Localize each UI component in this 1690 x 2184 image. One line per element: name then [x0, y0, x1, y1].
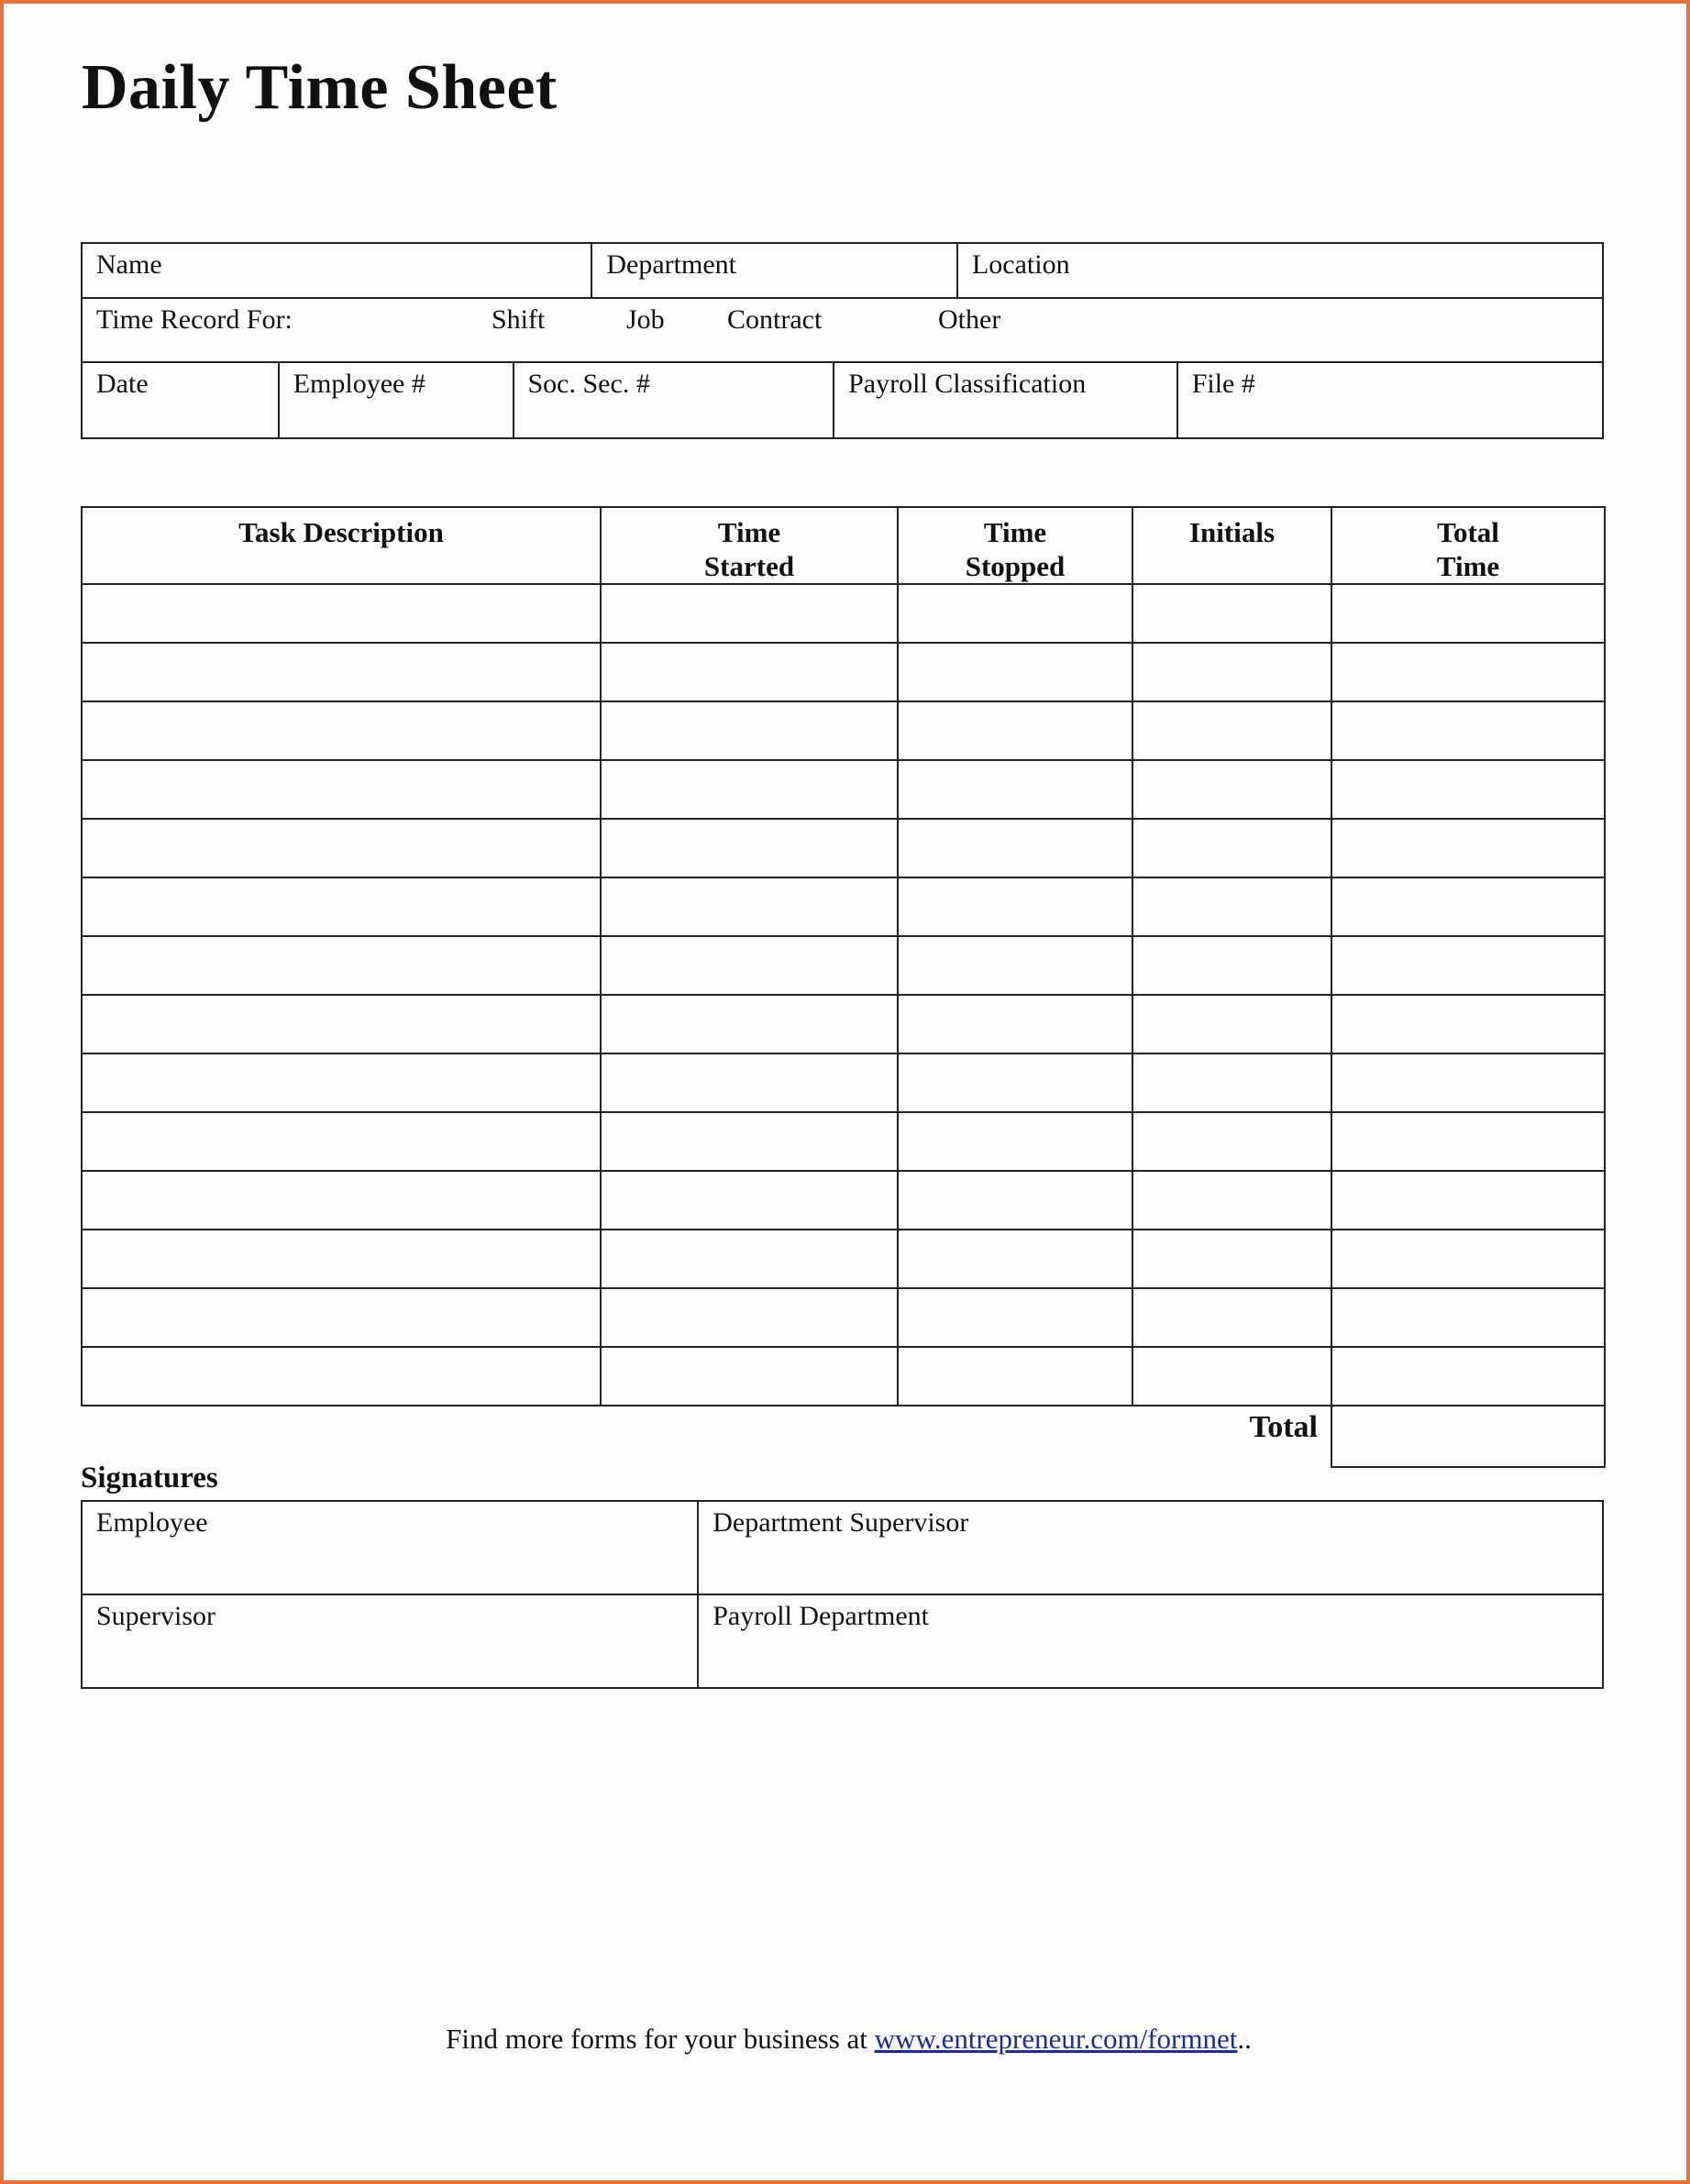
payroll-classification-field[interactable] [834, 362, 1177, 438]
task-description-cell[interactable] [82, 643, 601, 701]
initials-cell[interactable] [1132, 1347, 1331, 1406]
total-time-field[interactable] [1331, 1406, 1605, 1467]
footer-text: Find more forms for your business at [446, 2023, 875, 2055]
time-stopped-cell[interactable] [898, 877, 1132, 936]
initials-cell[interactable] [1132, 701, 1331, 760]
task-description-cell[interactable] [82, 1053, 601, 1112]
table-row [82, 877, 1605, 936]
soc-sec-label: Soc. Sec. # [527, 369, 650, 399]
table-row [82, 584, 1605, 643]
signatures-table [81, 1500, 1604, 1689]
footer-link[interactable]: www.entrepreneur.com/formnet [874, 2023, 1238, 2055]
initials-cell[interactable] [1132, 995, 1331, 1053]
location-field[interactable] [957, 243, 1603, 298]
total-time-cell[interactable] [1331, 1112, 1605, 1171]
table-row [82, 1171, 1605, 1230]
time-started-cell[interactable] [601, 1288, 898, 1347]
initials-cell[interactable] [1132, 584, 1331, 643]
supervisor-label: Supervisor [96, 1601, 215, 1631]
time-stopped-cell[interactable] [898, 936, 1132, 995]
time-stopped-cell[interactable] [898, 643, 1132, 701]
time-started-cell[interactable] [601, 1171, 898, 1230]
task-description-cell[interactable] [82, 760, 601, 819]
employee-signature-field[interactable] [82, 1501, 698, 1594]
total-time-cell[interactable] [1331, 701, 1605, 760]
file-number-label: File # [1191, 369, 1255, 399]
header-total-time-line1: Total [1437, 516, 1499, 548]
time-record-for-label: Time Record For: [96, 304, 293, 335]
time-stopped-cell[interactable] [898, 995, 1132, 1053]
table-row [82, 760, 1605, 819]
time-stopped-cell[interactable] [898, 584, 1132, 643]
department-supervisor-label: Department Supervisor [712, 1507, 969, 1538]
table-row [82, 1347, 1605, 1406]
task-description-cell[interactable] [82, 819, 601, 877]
employee-info-table [81, 242, 1604, 439]
total-time-cell[interactable] [1331, 1053, 1605, 1112]
time-started-cell[interactable] [601, 1053, 898, 1112]
soc-sec-field[interactable] [514, 362, 834, 438]
initials-cell[interactable] [1132, 1053, 1331, 1112]
job-option[interactable]: Job [626, 304, 665, 335]
page-title: Daily Time Sheet [82, 52, 558, 123]
name-label: Name [96, 249, 162, 280]
time-stopped-cell[interactable] [898, 1171, 1132, 1230]
time-started-cell[interactable] [601, 584, 898, 643]
tasks-table [81, 506, 1606, 1468]
initials-cell[interactable] [1132, 1230, 1331, 1288]
table-row [82, 995, 1605, 1053]
task-description-cell[interactable] [82, 584, 601, 643]
employee-number-label: Employee # [293, 369, 425, 399]
initials-cell[interactable] [1132, 760, 1331, 819]
table-row [82, 1230, 1605, 1288]
table-row [82, 643, 1605, 701]
time-stopped-cell[interactable] [898, 1347, 1132, 1406]
table-row [82, 1288, 1605, 1347]
header-time-stopped [898, 507, 1132, 584]
header-initials: Initials [1132, 507, 1331, 584]
total-time-cell[interactable] [1331, 936, 1605, 995]
payroll-department-label: Payroll Department [712, 1601, 929, 1631]
initials-cell[interactable] [1132, 936, 1331, 995]
other-option[interactable]: Other [938, 304, 1001, 335]
contract-option[interactable]: Contract [727, 304, 823, 335]
supervisor-signature-field[interactable] [82, 1594, 698, 1688]
time-started-cell[interactable] [601, 1112, 898, 1171]
footer-suffix: .. [1237, 2023, 1252, 2055]
time-started-cell[interactable] [601, 1230, 898, 1288]
time-started-cell[interactable] [601, 819, 898, 877]
employee-signature-label: Employee [96, 1507, 208, 1538]
time-started-cell[interactable] [601, 995, 898, 1053]
time-stopped-cell[interactable] [898, 1230, 1132, 1288]
task-description-cell[interactable] [82, 701, 601, 760]
task-description-cell[interactable] [82, 995, 601, 1053]
total-time-cell[interactable] [1331, 1288, 1605, 1347]
total-time-cell[interactable] [1331, 760, 1605, 819]
header-time-stopped-line1: Time [983, 516, 1047, 548]
initials-cell[interactable] [1132, 643, 1331, 701]
time-started-cell[interactable] [601, 877, 898, 936]
time-stopped-cell[interactable] [898, 701, 1132, 760]
initials-cell[interactable] [1132, 1112, 1331, 1171]
time-record-row[interactable] [82, 298, 1603, 362]
time-started-cell[interactable] [601, 643, 898, 701]
time-started-cell[interactable] [601, 1347, 898, 1406]
time-started-cell[interactable] [601, 760, 898, 819]
total-time-cell[interactable] [1331, 1230, 1605, 1288]
total-time-cell[interactable] [1331, 877, 1605, 936]
header-time-started-line1: Time [717, 516, 781, 548]
date-field[interactable] [82, 362, 279, 438]
time-stopped-cell[interactable] [898, 819, 1132, 877]
payroll-classification-label: Payroll Classification [848, 369, 1087, 399]
total-time-cell[interactable] [1331, 1171, 1605, 1230]
date-label: Date [96, 369, 149, 399]
total-label: Total [82, 1406, 1331, 1467]
time-started-cell[interactable] [601, 936, 898, 995]
initials-cell[interactable] [1132, 877, 1331, 936]
time-stopped-cell[interactable] [898, 760, 1132, 819]
time-stopped-cell[interactable] [898, 1112, 1132, 1171]
time-stopped-cell[interactable] [898, 1053, 1132, 1112]
department-field[interactable] [591, 243, 957, 298]
task-description-cell[interactable] [82, 877, 601, 936]
total-time-cell[interactable] [1331, 584, 1605, 643]
total-time-cell[interactable] [1331, 995, 1605, 1053]
payroll-department-signature-field[interactable] [698, 1594, 1603, 1688]
department-supervisor-signature-field[interactable] [698, 1501, 1603, 1594]
time-started-cell[interactable] [601, 701, 898, 760]
task-description-cell[interactable] [82, 1112, 601, 1171]
table-row [82, 1112, 1605, 1171]
task-description-cell[interactable] [82, 1288, 601, 1347]
initials-cell[interactable] [1132, 1288, 1331, 1347]
table-row [82, 701, 1605, 760]
department-label: Department [606, 249, 736, 280]
total-time-cell[interactable] [1331, 819, 1605, 877]
task-description-cell[interactable] [82, 1171, 601, 1230]
header-total-time [1331, 507, 1605, 584]
initials-cell[interactable] [1132, 819, 1331, 877]
employee-number-field[interactable] [279, 362, 514, 438]
header-task-description: Task Description [82, 507, 601, 584]
name-field[interactable] [82, 243, 591, 298]
total-time-cell[interactable] [1331, 1347, 1605, 1406]
shift-option[interactable]: Shift [492, 304, 546, 335]
location-label: Location [971, 249, 1070, 280]
table-row [82, 819, 1605, 877]
header-time-started-line2: Started [703, 550, 795, 582]
task-description-cell[interactable] [82, 936, 601, 995]
footer [4, 2023, 1690, 2056]
time-stopped-cell[interactable] [898, 1288, 1132, 1347]
initials-cell[interactable] [1132, 1171, 1331, 1230]
table-row [82, 1053, 1605, 1112]
header-time-started [601, 507, 898, 584]
header-time-stopped-line2: Stopped [965, 550, 1066, 582]
total-time-cell[interactable] [1331, 643, 1605, 701]
table-row [82, 936, 1605, 995]
file-number-field[interactable] [1177, 362, 1603, 438]
task-description-cell[interactable] [82, 1347, 601, 1406]
signatures-heading: Signatures [81, 1462, 218, 1495]
task-description-cell[interactable] [82, 1230, 601, 1288]
header-total-time-line2: Time [1436, 550, 1500, 582]
